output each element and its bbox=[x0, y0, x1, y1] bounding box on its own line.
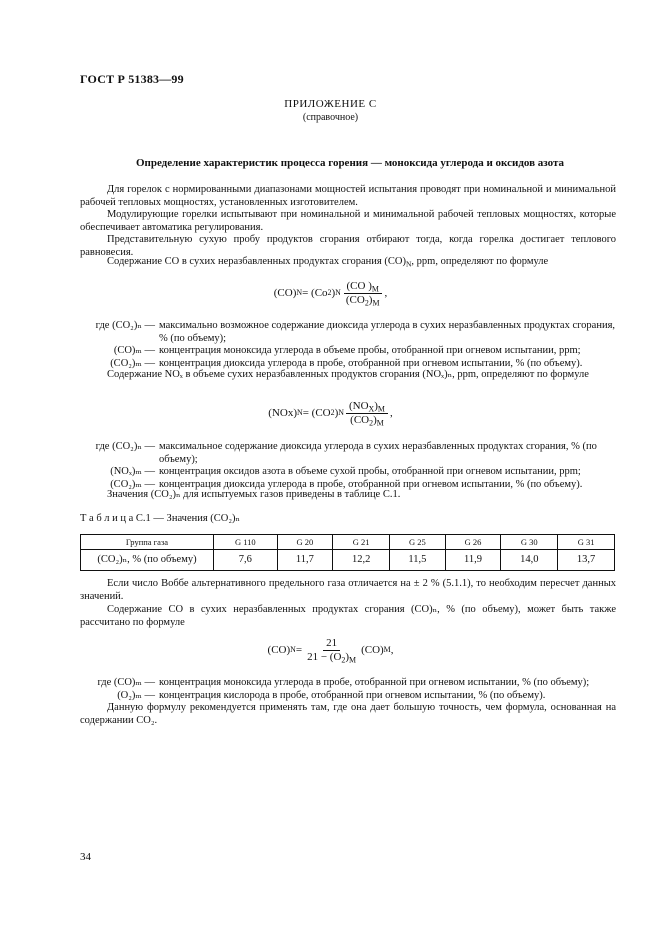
table-cell: 12,2 bbox=[333, 550, 390, 571]
final-paragraph: Данную формулу рекомендуется применять там, где она дает большую точность, чем формула, основанная на содержании CO₂. bbox=[80, 702, 616, 726]
nox-paragraph: Содержание NOₓ в объеме сухих неразбавленных продуктов сгорания (NOₓ)ₙ, ppm, определяют по формуле bbox=[107, 369, 589, 380]
table-cell: (CO₂)ₙ, % (по объему) bbox=[81, 550, 214, 571]
appendix-subtitle: (справочное) bbox=[302, 112, 359, 123]
definition-row: где (CO)ₘ — концентрация моноксида углерода в пробе, отобранной при огневом испытании, % (по объему); bbox=[97, 677, 590, 688]
definitions-1 bbox=[80, 320, 620, 370]
definitions-3 bbox=[80, 677, 620, 702]
gas-values-table bbox=[80, 534, 615, 571]
paragraph: Модулирующие горелки испытывают при номинальной и минимальной рабочей тепловых мощностях, которые обеспечивает автоматика регулирования. bbox=[80, 209, 616, 233]
table-header-cell: G 30 bbox=[501, 535, 558, 550]
definition-row: где (CO₂)ₙ — максимально возможное содержание диоксида углерода в сухих неразбавленных продуктах сгорания, % (по объему); bbox=[95, 320, 616, 344]
fraction: $\frac{(NO_X)_M}{(CO_2)_M}$ bbox=[346, 400, 388, 426]
values-note: Значения (CO₂)ₙ для испытуемых газов приведены в таблице С.1. bbox=[107, 489, 401, 500]
table-header-cell: G 110 bbox=[214, 535, 278, 550]
table-row bbox=[81, 550, 615, 571]
intro-text bbox=[80, 184, 616, 260]
appendix-title: ПРИЛОЖЕНИЕ С bbox=[284, 98, 377, 110]
table-caption: Т а б л и ц а С.1 — Значения (CO₂)ₙ bbox=[80, 513, 241, 524]
co-paragraph-text: Содержание СО в сухих неразбавленных продуктах сгорания (CO) bbox=[107, 256, 406, 267]
document-code: ГОСТ Р 51383—99 bbox=[80, 72, 184, 86]
table-cell: 13,7 bbox=[558, 550, 615, 571]
formula-co: (CO) N = (Co 2 ) N $\frac{(CO )_M}{(CO_2)_M}$ , bbox=[273, 280, 388, 308]
table-cell: 11,9 bbox=[445, 550, 501, 571]
table-header-cell: G 31 bbox=[558, 535, 615, 550]
definitions-2 bbox=[80, 441, 620, 491]
table-cell: 14,0 bbox=[501, 550, 558, 571]
table-header-cell: G 25 bbox=[390, 535, 446, 550]
table-cell: 11,5 bbox=[390, 550, 446, 571]
table-cell: 11,7 bbox=[277, 550, 333, 571]
fraction: $\frac{21}{21 - (O_2)_M}$ bbox=[307, 637, 357, 665]
paragraph: Представительную сухую пробу продуктов сгорания отбирают тогда, когда горелка достигает теплового равновесия. bbox=[80, 234, 616, 258]
table-header-cell: G 20 bbox=[277, 535, 333, 550]
formula-nox: (NOx) N = (CO 2 ) N $\frac{(NO_X)_M}{(CO_2)_M}$ , bbox=[268, 400, 393, 428]
table-header-cell: Группа газа bbox=[81, 535, 214, 550]
formula-co-percent: (CO) N = $\frac{21}{21 - (O_2)_M}$ (CO) M , bbox=[267, 637, 394, 665]
co-paragraph: Содержание СО в сухих неразбавленных продуктах сгорания $(CO)_N$, ppm, определяют по формуле bbox=[107, 256, 549, 269]
wobbe-paragraph: Если число Воббе альтернативного предельного газа отличается на ± 2 % (5.1.1), то необходим пересчет данных значений. bbox=[80, 578, 616, 602]
section-title: Определение характеристик процесса горения — моноксида углерода и оксидов азота bbox=[135, 157, 565, 169]
co-percent-paragraph: Содержание СО в сухих неразбавленных продуктах сгорания (CO)ₙ, % (по объему), может быть также рассчитано по формуле bbox=[80, 604, 616, 628]
definition-row: (CO)ₘ — концентрация моноксида углерода в объеме пробы, отобранной при огневом испытании, ppm; bbox=[113, 345, 581, 357]
definition-row: (NOₓ)ₘ — концентрация оксидов азота в объеме сухой пробы, отобранной при огневом испытании, ppm; bbox=[110, 466, 581, 478]
page-number: 34 bbox=[80, 851, 91, 863]
definition-row: где (CO₂)ₙ — максимальное содержание диоксида углерода в сухих неразбавленных продуктах сгорания, % (по объему); bbox=[95, 441, 597, 465]
definition-row: (CO₂)ₘ — концентрация диоксида углерода в пробе, отобранной при огневом испытании, % (по объему). bbox=[110, 478, 583, 490]
fraction: $\frac{(CO )_M}{(CO_2)_M}$ bbox=[343, 280, 383, 306]
table-header-cell: G 21 bbox=[333, 535, 390, 550]
paragraph: Для горелок с нормированными диапазонами мощностей испытания проводят при номинальной и минимальной рабочей тепловых мощностях, установленных изготовителем. bbox=[80, 184, 616, 208]
definition-row: (CO₂)ₘ — концентрация диоксида углерода в пробе, отобранной при огневом испытании, % (по объему). bbox=[110, 357, 583, 369]
table-cell: 7,6 bbox=[214, 550, 278, 571]
table-header-row bbox=[81, 535, 615, 550]
definition-row: (O₂)ₘ — концентрация кислорода в пробе, отобранной при огневом испытании, % (по объему). bbox=[117, 689, 546, 701]
table-header-cell: G 26 bbox=[445, 535, 501, 550]
